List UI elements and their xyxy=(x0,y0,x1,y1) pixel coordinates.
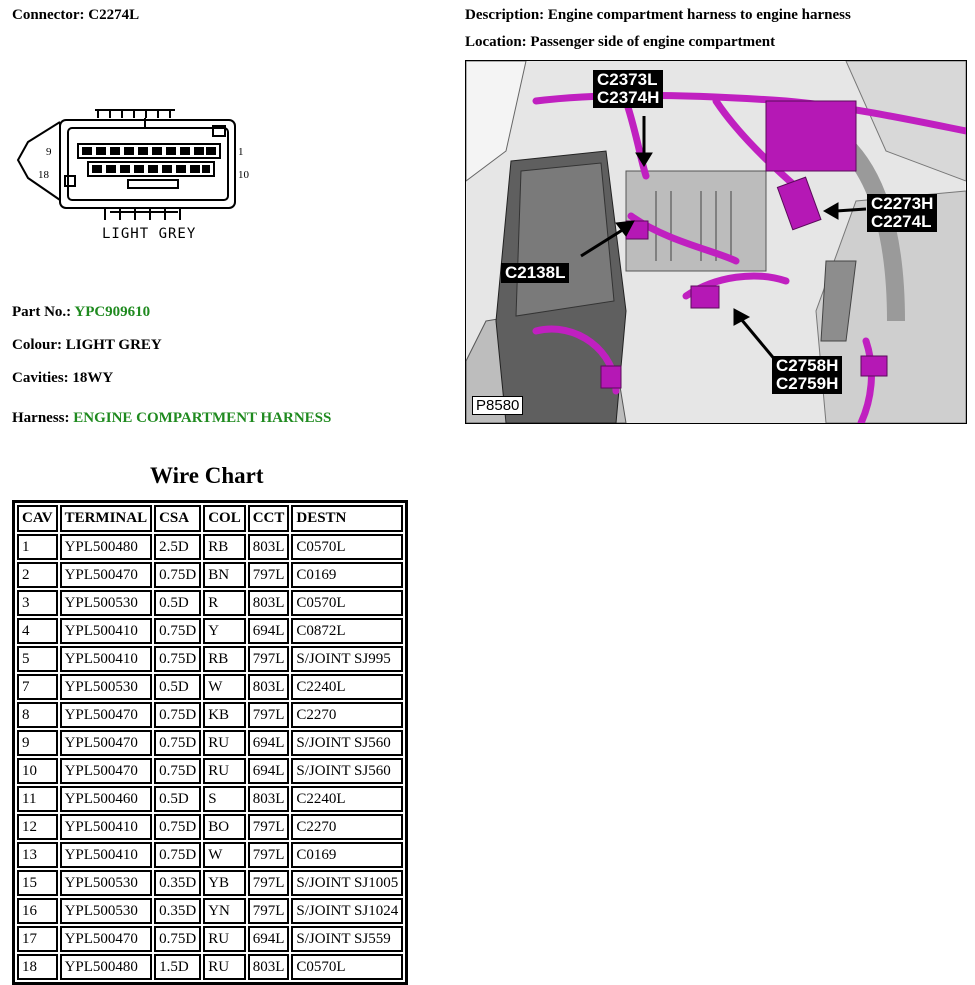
table-cell-destn: S/JOINT SJ1005 xyxy=(291,870,403,896)
part-number xyxy=(12,304,150,321)
table-cell-terminal: YPL500470 xyxy=(60,730,153,756)
table-cell-destn: S/JOINT SJ559 xyxy=(291,926,403,952)
table-cell-cav: 3 xyxy=(17,590,58,616)
table-cell-col: RU xyxy=(203,758,246,784)
table-row xyxy=(17,674,403,700)
table-cell-cav: 5 xyxy=(17,646,58,672)
table-cell-terminal: YPL500410 xyxy=(60,814,153,840)
table-cell-csa: 1.5D xyxy=(154,954,201,980)
table-cell-col: S xyxy=(203,786,246,812)
table-cell-csa: 0.75D xyxy=(154,562,201,588)
table-row xyxy=(17,842,403,868)
table-cell-csa: 0.75D xyxy=(154,814,201,840)
table-cell-destn: C0872L xyxy=(291,618,403,644)
table-cell-csa: 0.75D xyxy=(154,842,201,868)
harness-label: Harness: xyxy=(12,410,70,426)
table-cell-cav: 11 xyxy=(17,786,58,812)
wire-chart-table xyxy=(12,500,408,985)
table-cell-col: W xyxy=(203,842,246,868)
table-cell-cav: 10 xyxy=(17,758,58,784)
table-cell-csa: 0.75D xyxy=(154,758,201,784)
table-cell-cct: 797L xyxy=(248,898,290,924)
figure-id: P8580 xyxy=(472,396,523,415)
callout-c2138l xyxy=(501,263,569,283)
table-row xyxy=(17,898,403,924)
part-number-label: Part No.: xyxy=(12,304,72,320)
table-cell-col: RU xyxy=(203,730,246,756)
table-cell-terminal: YPL500470 xyxy=(60,926,153,952)
table-cell-terminal: YPL500410 xyxy=(60,646,153,672)
pin-label-10: 10 xyxy=(238,169,249,181)
connector-title: Connector: C2274L xyxy=(12,7,140,23)
table-cell-terminal: YPL500480 xyxy=(60,534,153,560)
table-row xyxy=(17,814,403,840)
table-cell-csa: 0.75D xyxy=(154,926,201,952)
table-cell-cct: 797L xyxy=(248,814,290,840)
callout-c2758h-c2759h xyxy=(772,356,842,394)
part-number-link[interactable]: YPC909610 xyxy=(74,304,151,320)
table-cell-csa: 0.5D xyxy=(154,590,201,616)
table-cell-cct: 694L xyxy=(248,758,290,784)
table-cell-cav: 4 xyxy=(17,618,58,644)
table-cell-destn: C0169 xyxy=(291,842,403,868)
table-cell-col: R xyxy=(203,590,246,616)
table-cell-terminal: YPL500470 xyxy=(60,702,153,728)
callout-c2373l-c2374h xyxy=(593,70,663,108)
table-cell-col: RB xyxy=(203,646,246,672)
colour-text: Colour: LIGHT GREY xyxy=(12,337,162,353)
table-cell-terminal: YPL500530 xyxy=(60,674,153,700)
table-cell-cct: 797L xyxy=(248,870,290,896)
table-cell-destn: S/JOINT SJ560 xyxy=(291,730,403,756)
table-row xyxy=(17,786,403,812)
table-cell-destn: C0570L xyxy=(291,590,403,616)
pin-label-18: 18 xyxy=(38,169,49,181)
table-row xyxy=(17,870,403,896)
table-cell-terminal: YPL500470 xyxy=(60,562,153,588)
table-cell-terminal: YPL500470 xyxy=(60,758,153,784)
column-header-cct: CCT xyxy=(248,505,290,532)
table-cell-col: W xyxy=(203,674,246,700)
table-cell-cct: 803L xyxy=(248,534,290,560)
table-cell-cct: 694L xyxy=(248,618,290,644)
wire-chart-header-row xyxy=(17,505,403,532)
table-cell-csa: 0.75D xyxy=(154,730,201,756)
callout-c2374h: C2374H xyxy=(597,88,660,107)
callout-c2759h: C2759H xyxy=(776,374,839,393)
table-cell-destn: C2270 xyxy=(291,702,403,728)
column-header-csa: CSA xyxy=(154,505,201,532)
table-row xyxy=(17,702,403,728)
table-cell-cav: 7 xyxy=(17,674,58,700)
table-cell-destn: S/JOINT SJ560 xyxy=(291,758,403,784)
table-cell-col: Y xyxy=(203,618,246,644)
column-header-destn: DESTN xyxy=(291,505,403,532)
table-cell-csa: 0.35D xyxy=(154,870,201,896)
location-text: Location: Passenger side of engine compartment xyxy=(465,34,776,50)
table-cell-destn: S/JOINT SJ995 xyxy=(291,646,403,672)
table-cell-destn: S/JOINT SJ1024 xyxy=(291,898,403,924)
table-cell-col: YB xyxy=(203,870,246,896)
table-cell-destn: C2240L xyxy=(291,674,403,700)
column-header-col: COL xyxy=(203,505,246,532)
column-header-cav: CAV xyxy=(17,505,58,532)
table-cell-cav: 8 xyxy=(17,702,58,728)
table-cell-col: BO xyxy=(203,814,246,840)
table-cell-terminal: YPL500410 xyxy=(60,618,153,644)
callout-c2273h: C2273H xyxy=(871,194,934,213)
table-cell-cct: 803L xyxy=(248,954,290,980)
harness-link[interactable]: ENGINE COMPARTMENT HARNESS xyxy=(73,410,332,426)
table-cell-cav: 18 xyxy=(17,954,58,980)
table-cell-terminal: YPL500530 xyxy=(60,898,153,924)
table-row xyxy=(17,590,403,616)
table-cell-col: KB xyxy=(203,702,246,728)
table-cell-cav: 12 xyxy=(17,814,58,840)
table-row xyxy=(17,758,403,784)
table-cell-cav: 15 xyxy=(17,870,58,896)
table-cell-cct: 797L xyxy=(248,646,290,672)
callout-c2273h-c2274l xyxy=(867,194,937,232)
table-cell-csa: 0.5D xyxy=(154,786,201,812)
pin-label-1: 1 xyxy=(238,146,244,158)
wire-chart-title: Wire Chart xyxy=(150,463,264,488)
table-cell-terminal: YPL500410 xyxy=(60,842,153,868)
table-row xyxy=(17,926,403,952)
table-cell-col: RU xyxy=(203,926,246,952)
table-cell-terminal: YPL500460 xyxy=(60,786,153,812)
callout-c2373l: C2373L xyxy=(597,70,658,89)
table-cell-csa: 0.75D xyxy=(154,618,201,644)
table-cell-terminal: YPL500530 xyxy=(60,590,153,616)
table-cell-cct: 694L xyxy=(248,926,290,952)
connector-colour-caption: LIGHT GREY xyxy=(102,226,197,242)
table-cell-cct: 797L xyxy=(248,562,290,588)
callout-c2274l: C2274L xyxy=(871,212,932,231)
table-cell-cct: 797L xyxy=(248,842,290,868)
pin-label-9: 9 xyxy=(46,146,52,158)
table-cell-destn: C0169 xyxy=(291,562,403,588)
table-cell-cav: 9 xyxy=(17,730,58,756)
table-cell-cct: 803L xyxy=(248,590,290,616)
table-cell-csa: 2.5D xyxy=(154,534,201,560)
table-cell-cav: 1 xyxy=(17,534,58,560)
table-cell-destn: C0570L xyxy=(291,954,403,980)
callout-c2138l-text: C2138L xyxy=(505,263,566,282)
table-row xyxy=(17,618,403,644)
table-cell-csa: 0.5D xyxy=(154,674,201,700)
table-cell-csa: 0.35D xyxy=(154,898,201,924)
cavities-text: Cavities: 18WY xyxy=(12,370,114,386)
table-cell-cav: 13 xyxy=(17,842,58,868)
table-cell-cct: 803L xyxy=(248,674,290,700)
table-row xyxy=(17,646,403,672)
column-header-terminal: TERMINAL xyxy=(60,505,153,532)
table-cell-cct: 694L xyxy=(248,730,290,756)
connector-face-diagram xyxy=(10,100,260,250)
table-row xyxy=(17,954,403,980)
table-row xyxy=(17,534,403,560)
table-cell-csa: 0.75D xyxy=(154,702,201,728)
table-cell-col: RU xyxy=(203,954,246,980)
table-cell-terminal: YPL500480 xyxy=(60,954,153,980)
table-cell-cav: 2 xyxy=(17,562,58,588)
table-cell-csa: 0.75D xyxy=(154,646,201,672)
description-text: Description: Engine compartment harness to engine harness xyxy=(465,7,851,23)
table-row xyxy=(17,730,403,756)
table-cell-destn: C2270 xyxy=(291,814,403,840)
location-illustration xyxy=(465,60,967,424)
table-cell-col: BN xyxy=(203,562,246,588)
table-cell-cct: 797L xyxy=(248,702,290,728)
table-row xyxy=(17,562,403,588)
table-cell-terminal: YPL500530 xyxy=(60,870,153,896)
table-cell-col: YN xyxy=(203,898,246,924)
wire-chart-body xyxy=(17,534,403,980)
table-cell-cav: 16 xyxy=(17,898,58,924)
table-cell-col: RB xyxy=(203,534,246,560)
table-cell-cav: 17 xyxy=(17,926,58,952)
table-cell-destn: C2240L xyxy=(291,786,403,812)
table-cell-cct: 803L xyxy=(248,786,290,812)
callout-c2758h: C2758H xyxy=(776,356,839,375)
table-cell-destn: C0570L xyxy=(291,534,403,560)
engine-bay-drawing xyxy=(466,61,966,423)
harness xyxy=(12,410,331,427)
